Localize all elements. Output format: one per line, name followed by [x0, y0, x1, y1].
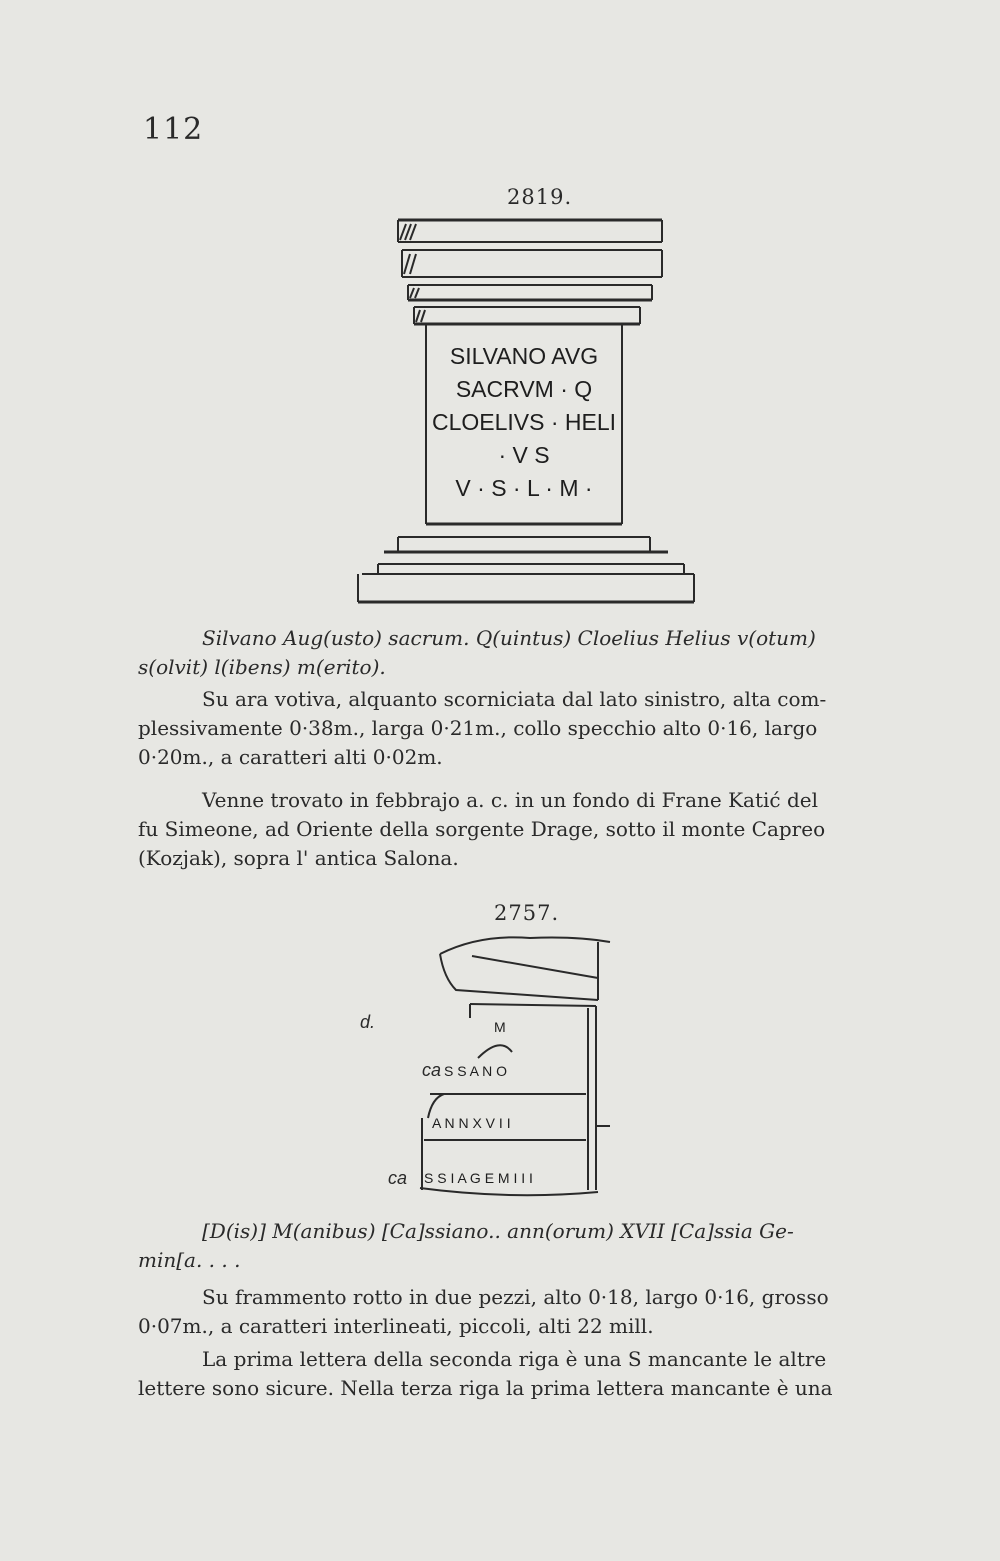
altar-line-1: SILVANO AVG: [449, 343, 599, 369]
description-2757: Su frammento rotto in due pezzi, alto 0·18, largo 0·16, grosso 0·07m., a caratteri interlineati, piccoli, alti 22 mill.: [138, 1285, 829, 1338]
altar-drawing: [350, 212, 710, 622]
fragment-side-ca-2: ca: [388, 1168, 408, 1188]
fragment-line-2: S S A N O: [444, 1063, 508, 1079]
description-2819: Su ara votiva, alquanto scorniciata dal lato sinistro, alta com- plessivamente 0·38m., larga 0·21m., collo specchio alto 0·16, largo 0·20m., a caratteri alti 0·02m.: [138, 687, 827, 769]
fragment-side-d: d.: [360, 1012, 376, 1032]
fragment-side-ca-1: ca: [422, 1060, 442, 1080]
page-number: 112: [143, 112, 204, 147]
fragment-line-1: M: [494, 1019, 506, 1035]
note-2757: La prima lettera della seconda riga è una S mancante le altre lettere sono sicure. Nella terza riga la prima lettera mancante è una: [138, 1347, 833, 1400]
transcription-2819: Silvano Aug(usto) sacrum. Q(uintus) Cloelius Helius v(otum) s(olvit) l(ibens) m(erito).: [138, 626, 816, 679]
fragment-line-4: S S I A G E M I I I: [424, 1170, 533, 1186]
transcription-2757: [D(is)] M(anibus) [Ca]ssiano.. ann(orum) XVII [Ca]ssia Ge- min[a. . . .: [138, 1219, 794, 1272]
discovery-2819: Venne trovato in febbrajo a. c. in un fondo di Frane Katić del fu Simeone, ad Oriente della sorgente Drage, sotto il monte Capreo (Kozjak), sopra l' antica Salona.: [138, 788, 826, 870]
inscription-number-2819: 2819.: [507, 185, 573, 209]
altar-line-2: SACRVM · Q: [455, 376, 593, 402]
fragment-line-3: A N N X V I I: [432, 1115, 511, 1131]
altar-line-5: V · S · L · M ·: [455, 475, 593, 501]
altar-line-3: CLOELIVS · HELI: [431, 409, 617, 435]
fragment-drawing: [360, 928, 620, 1208]
inscription-number-2757: 2757.: [494, 901, 560, 925]
altar-line-4: · V S: [498, 442, 550, 468]
